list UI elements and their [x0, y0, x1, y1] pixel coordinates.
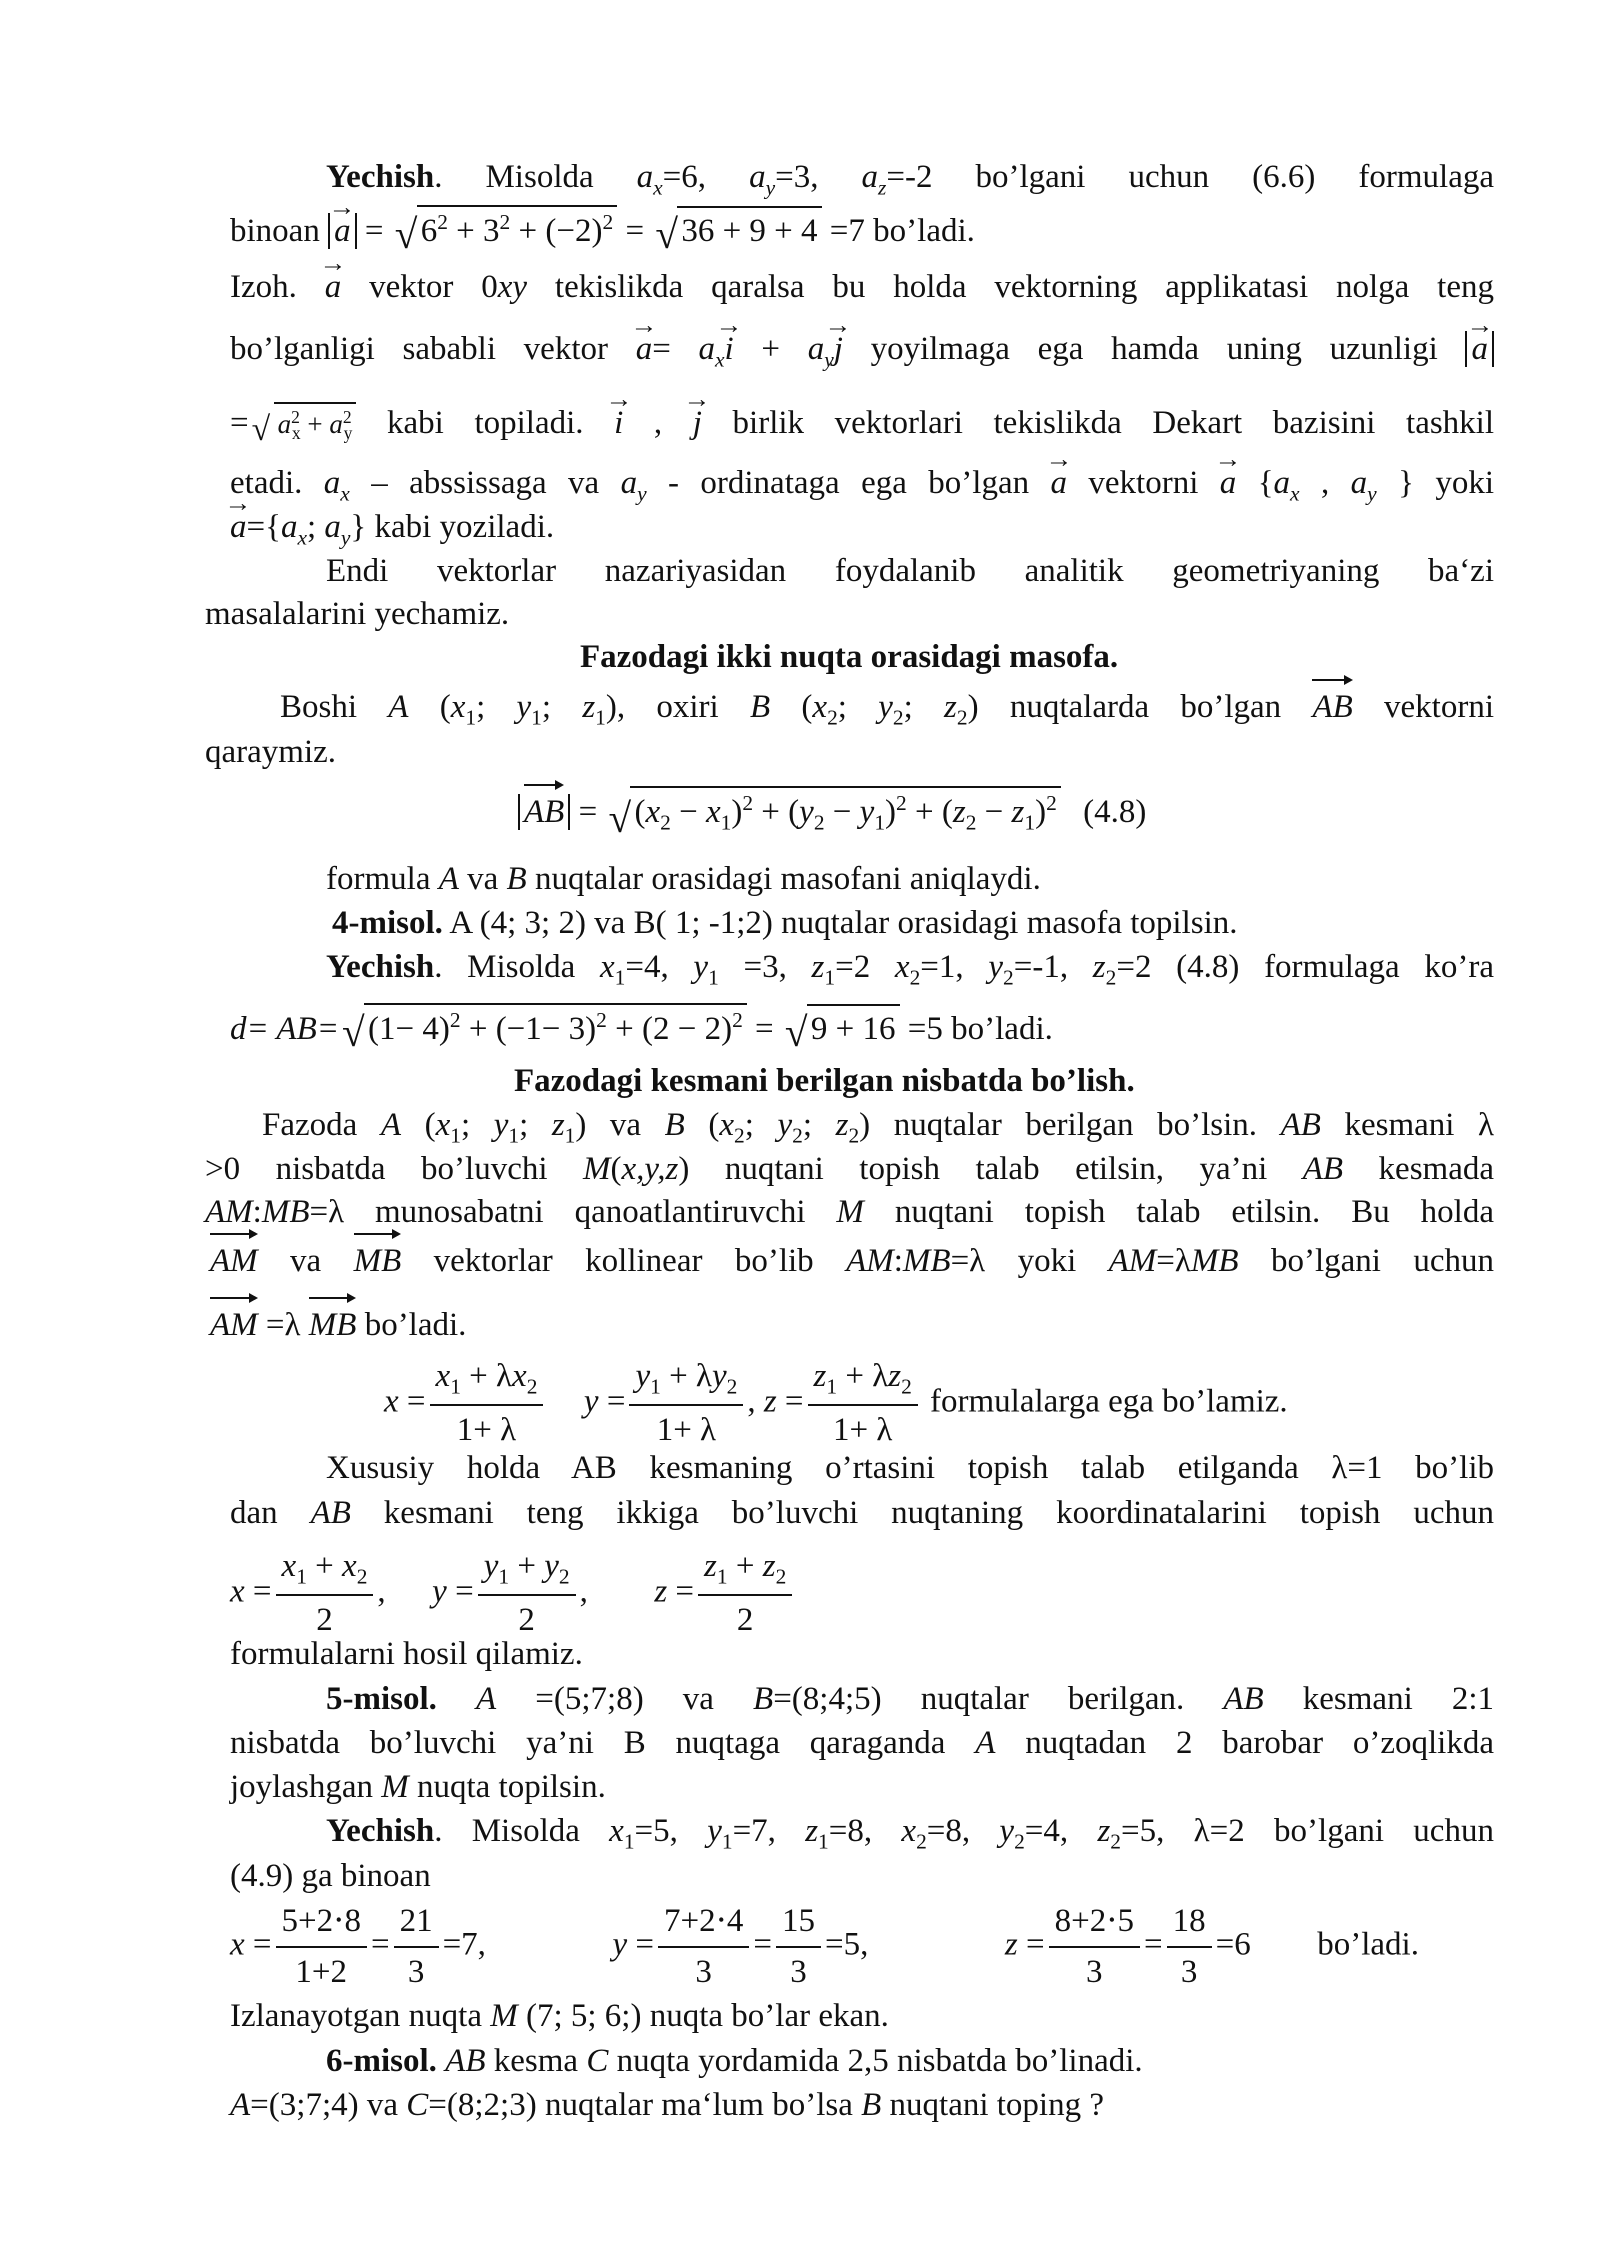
yechish-label: Yechish — [326, 159, 435, 195]
text-line: bo’lganligi sababli vektor → $a= a_x\to i + a_y\to j$ yoyilmaga ega hamda uning uzunligi → a — [230, 328, 1494, 374]
text-line: Izoh. → a vektor 0xy tekislikda qaralsa bu holda vektorning applikatasi nolga teng — [230, 266, 1494, 309]
example-label: 5-misol. — [326, 1681, 437, 1717]
section-heading: Fazodagi kesmani berilgan nisbatda bo’lish. — [514, 1063, 1135, 1099]
text-line: AM:MB=λ munosabatni qanoatlantiruvchi M nuqtani topish talab etilsin. Bu holda — [205, 1194, 1494, 1230]
text-line: formula A va B nuqtalar orasidagi masofani aniqlaydi. — [326, 861, 1041, 897]
formula-line: d= AB=√ $(1- 4)^2 + (-1- 3)^2 + (2 - 2)^2$ = √ 9 + 16 =5 bo’ladi. — [230, 1003, 1053, 1051]
text-line: (4.9) ga binoan — [230, 1858, 431, 1894]
text-line: qaraymiz. — [205, 734, 337, 770]
example-label: 4-misol. — [332, 905, 443, 941]
text-line: 5-misol. A =(5;7;8) va B=(8;4;5) nuqtalar berilgan. AB kesmani 2:1 — [326, 1681, 1494, 1717]
text-line: joylashgan M nuqta topilsin. — [230, 1769, 606, 1805]
text-line: Xususiy holda AB kesmaning o’rtasini topish talab etilganda λ=1 bo’lib — [326, 1450, 1494, 1486]
equation-number: (4.8) — [1083, 794, 1147, 830]
text-line: etadi. $a_x$ – abssissaga va $a_y$ - ordinataga ega bo’lgan → a vektorni → a {$a_x$ , $a_y$ } yoki — [230, 462, 1494, 508]
text-line: Yechish. Misolda $x_1=5$, $y_1=7$, $z_1=8$, $x_2=8$, $y_2=4$, $z_2=5$, λ=2 bo’lgani uchun — [326, 1813, 1494, 1854]
text-line: formulalarni hosil qilamiz. — [230, 1636, 583, 1672]
yechish-label: Yechish — [326, 949, 435, 985]
section-heading: Fazodagi ikki nuqta orasidagi masofa. — [580, 639, 1119, 675]
example-label: 6-misol. — [326, 2043, 437, 2079]
text-line: 6-misol. AB kesma C nuqta yordamida 2,5 nisbatda bo’linadi. — [326, 2043, 1143, 2079]
text-line: A=(3;7;4) va C=(8;2;3) nuqtalar ma‘lum bo’lsa B nuqtani toping ? — [230, 2087, 1104, 2123]
text-line: AM =λ MB bo’ladi. — [210, 1304, 466, 1347]
text-line: Fazoda A ($x_1$; $y_1$; $z_1$) va B ($x_2$; $y_2$; $z_2$) nuqtalar berilgan bo’lsin. AB kesmani λ — [262, 1107, 1494, 1148]
text-line: Boshi A ($x_1$; $y_1$; $z_1$), oxiri B ($x_2$; $y_2$; $z_2$) nuqtalarda bo’lgan AB vektorni — [280, 686, 1494, 732]
text-line: Yechish. Misolda $x_1=4$, $y_1 =3$, $z_1=2$ $x_2=1$, $y_2=-1$, $z_2=2$ (4.8) formulaga ko’ra — [326, 949, 1494, 990]
text-line: AM va MB vektorlar kollinear bo’lib AM:MB=λ yoki AM=λMB bo’lgani uchun — [210, 1240, 1494, 1283]
text-line: Yechish. Misolda $a_x=6$, $a_y=3$, $a_z=-2$ bo’lgani uchun (6.6) formulaga — [326, 159, 1495, 200]
text-line: >0 nisbatda bo’luvchi M(x,y,z) nuqtani topish talab etilsin, ya’ni AB kesmada — [205, 1151, 1495, 1187]
text-line: masalalarini yechamiz. — [205, 596, 510, 632]
formula-line: x = $\frac{x_1 + \lambda x_2}{1+ \lambda}$ y = $\frac{y_1 + \lambda y_2}{1+ \lambda}$ , z = $\frac{z_1 + \lambda z_2}{1+ \lambda}$ formulalarga ega bo’lamiz. — [384, 1355, 1288, 1452]
formula-line: x = $\frac{5+2\cdot 8}{1+2}$ = $\frac{21}{3}$ =7, y = $\frac{7+2\cdot 4}{3}$ = $\frac{15}{3}$ =5, z = $\frac{8+2\cdot 5}{3}$ = $\frac{18}{3}$ =6 bo’ladi. — [230, 1900, 1419, 1994]
text-line: dan AB kesmani teng ikkiga bo’luvchi nuqtaning koordinatalarini topish uchun — [230, 1495, 1494, 1531]
text-line: =√ $a^2_x + a^2_y$ kabi topiladi. → i , → j birlik vektorlari tekislikda Dekart bazisini tashkil — [230, 402, 1494, 445]
formula-line: AB = √ $(x_2 - x_1)^2 + (y_2 - y_1)^2 + (z_2 - z_1)^2$ (4.8) — [518, 786, 1146, 837]
text-line: Izlanayotgan nuqta M (7; 5; 6;) nuqta bo’lar ekan. — [230, 1998, 889, 2034]
formula-line: x = $\frac{x_1 + x_2}{2}$ , y = $\frac{y_1 + y_2}{2}$ , z = $\frac{z_1 + z_2}{2}$ — [230, 1545, 796, 1642]
text-line: nisbatda bo’luvchi ya’ni B nuqtaga qaraganda A nuqtadan 2 barobar o’zoqlikda — [230, 1725, 1494, 1761]
text-line: 4-misol. A (4; 3; 2) va B( 1; -1;2) nuqtalar orasidagi masofa topilsin. — [332, 905, 1238, 941]
text-line: → $a=\{a_x$; $a_y$} kabi yoziladi. — [230, 506, 554, 552]
text-line: Endi vektorlar nazariyasidan foydalanib analitik geometriyaning ba‘zi — [326, 553, 1494, 589]
formula-line: binoan → a = √ $6^2 + 3^2 + (-2)^2$ = √ 36 + 9 + 4 =7 bo’ladi. — [230, 205, 975, 253]
yechish-label: Yechish — [326, 1813, 435, 1849]
